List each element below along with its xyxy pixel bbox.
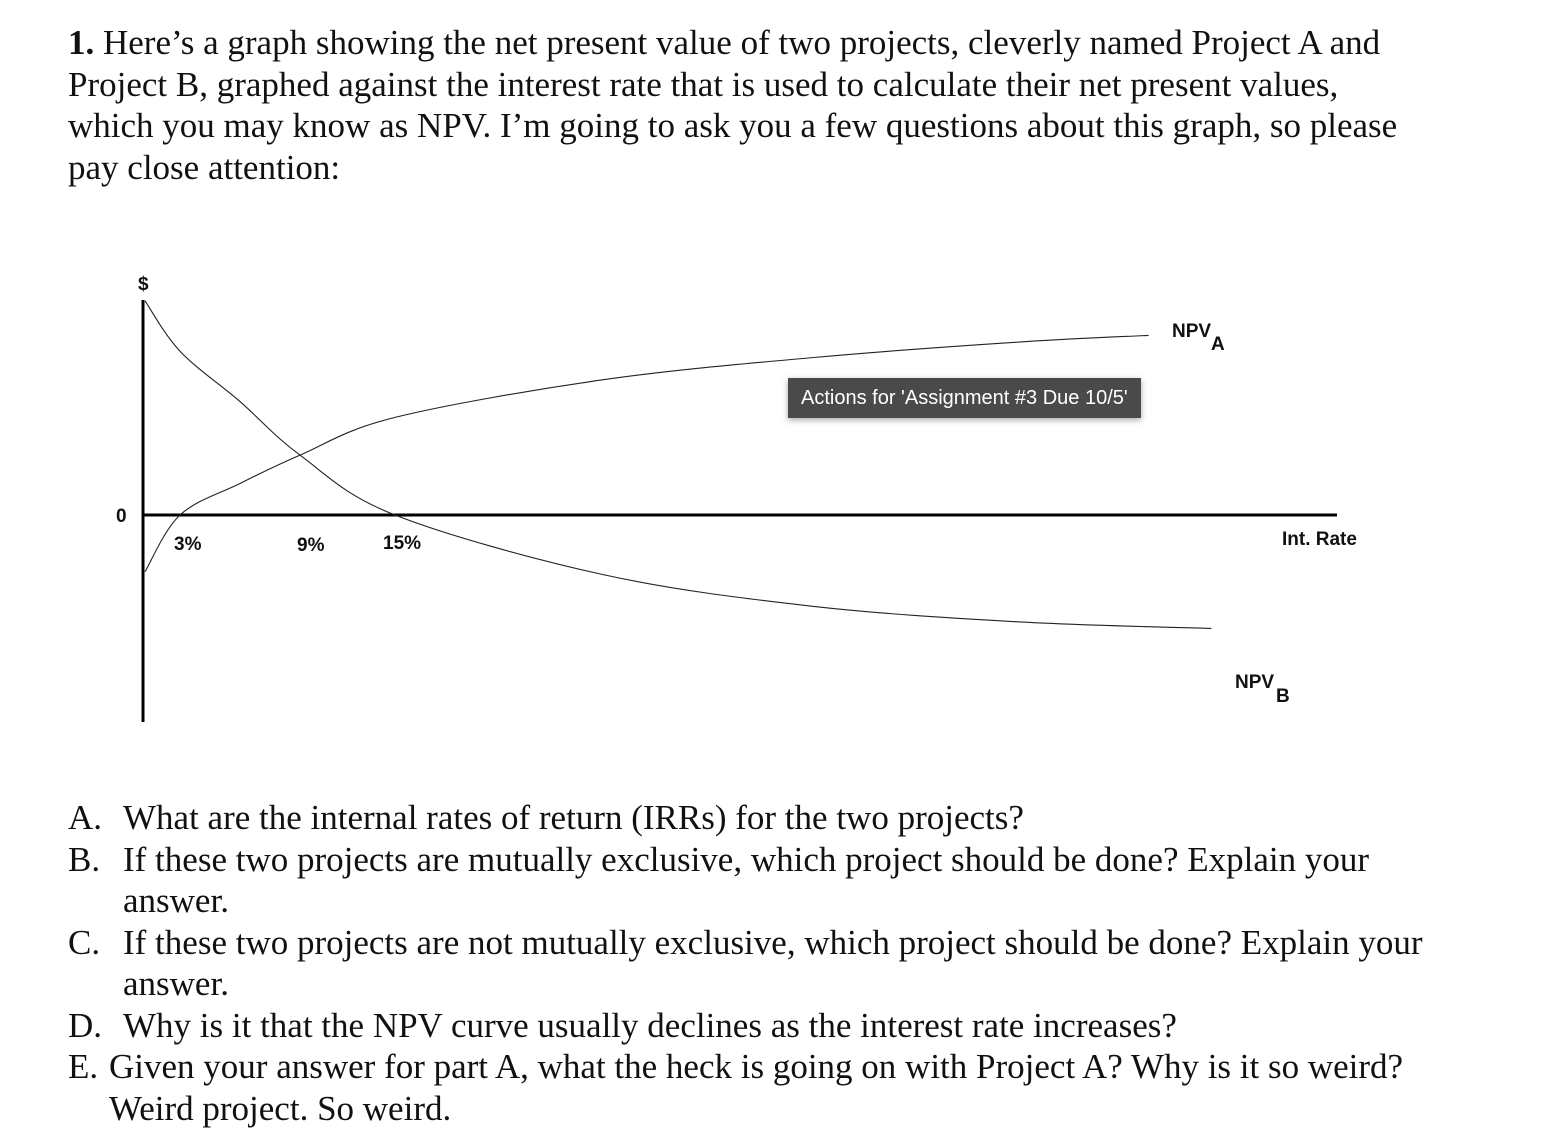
x-axis-label: Int. Rate [1282,529,1357,550]
question-text: If these two projects are not mutually exclusive, which project should be done? Explain your answer. [123,922,1423,1003]
x-tick-label: 9% [297,535,325,556]
npv-b-label-main: NPV [1235,672,1275,693]
question-text: Given your answer for part A, what the heck is going on with Project A? Why is it so weird? Weird project. So weird. [109,1047,1404,1128]
question-e [68,1046,1468,1129]
question-intro-text: Here’s a graph showing the net present value of two projects, cleverly named Project A and Project B, graphed against the interest rate that is used to calculate their net present values, which you may know as NPV. I’m going to ask you a few questions about this graph, so please pay close attention: [68,23,1398,187]
question-b [68,839,1468,922]
question-c [68,922,1468,1005]
question-d [68,1005,1468,1047]
question-letter: E. [68,1047,99,1086]
npv-b-label-subscript: B [1276,686,1290,707]
npv-b-curve [145,301,1211,629]
x-tick-label: 15% [383,533,422,554]
npv-a-label [1172,321,1225,355]
question-text: What are the internal rates of return (IRRs) for the two projects? [123,798,1024,837]
x-tick-label: 3% [174,534,202,555]
question-text: If these two projects are mutually exclusive, which project should be done? Explain your answer. [123,839,1370,920]
y-axis-label: $ [138,274,149,295]
question-a [68,797,1468,839]
question-letter: C. [68,922,101,962]
assignment-actions-tooltip: Actions for 'Assignment #3 Due 10/5' [788,378,1141,418]
question-letter: A. [68,798,103,837]
y-zero-label: 0 [116,506,127,527]
npv-a-label-subscript: A [1211,334,1225,355]
npv-a-curve [145,335,1149,571]
npv-b-label [1235,672,1290,707]
question-number: 1. [68,23,95,62]
question-text: Why is it that the NPV curve usually declines as the interest rate increases? [123,1005,1177,1045]
question-letter: B. [68,839,101,879]
question-list [68,797,1468,1129]
question-letter: D. [68,1005,103,1045]
npv-a-label-main: NPV [1172,321,1212,342]
